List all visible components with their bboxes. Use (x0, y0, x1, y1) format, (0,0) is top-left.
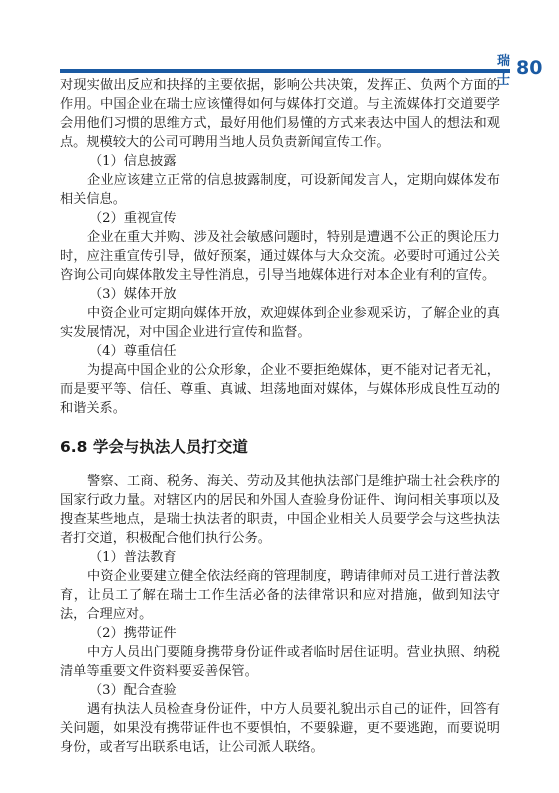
subheading-cooperate-inspection: （3）配合查验 (89, 683, 177, 698)
subheading-carry-documents: （2）携带证件 (89, 626, 177, 641)
paragraph-media-openness: 中资企业可定期向媒体开放，欢迎媒体到企业参观采访，了解企业的真实发展情况，对中国企业进行宣传和监督。 (60, 306, 500, 340)
page-body (60, 76, 500, 757)
running-header-title: 瑞 士 (496, 54, 514, 88)
page-number: 80 (516, 57, 543, 79)
intro-paragraph: 对现实做出反应和抉择的主要依据，影响公共决策，发挥正、负两个方面的作用。中国企业在瑞士应该懂得如何与媒体打交道。与主流媒体打交道要学会用他们习惯的思维方式，最好用他们易懂的方式来表达中国人的想法和观点。规模较大的公司可聘用当地人员负责新闻宣传工作。 (60, 78, 500, 150)
subheading-media-openness: （3）媒体开放 (89, 287, 177, 302)
subheading-publicity: （2）重视宣传 (89, 211, 177, 226)
paragraph-publicity: 企业在重大并购、涉及社会敏感问题时，特别是遭遇不公正的舆论压力时，应注重宣传引导，做好预案，通过媒体与大众交流。必要时可通过公关咨询公司向媒体散发主导性消息，引导当地媒体进行对本企业有利的宣传。 (60, 230, 500, 283)
paragraph-info-disclosure: 企业应该建立正常的信息披露制度，可设新闻发言人，定期向媒体发布相关信息。 (60, 173, 500, 207)
paragraph-legal-education: 中资企业要建立健全依法经商的管理制度，聘请律师对员工进行普法教育，让员工了解在瑞士工作生活必备的法律常识和应对措施，做到知法守法，合理应对。 (60, 569, 500, 622)
subheading-legal-education: （1）普法教育 (89, 550, 177, 565)
header-rule (60, 69, 510, 73)
subheading-respect-trust: （4）尊重信任 (89, 344, 177, 359)
paragraph-carry-documents: 中方人员出门要随身携带身份证件或者临时居住证明。营业执照、纳税清单等重要文件资料要妥善保管。 (60, 645, 500, 679)
section-intro-paragraph: 警察、工商、税务、海关、劳动及其他执法部门是维护瑞士社会秩序的国家行政力量。对辖区内的居民和外国人查验身份证件、询问相关事项以及搜查某些地点，是瑞士执法者的职责，中国企业相关人员要学会与这些执法者打交道，积极配合他们执行公务。 (60, 474, 500, 546)
subheading-info-disclosure: （1）信息披露 (89, 154, 177, 169)
paragraph-respect-trust: 为提高中国企业的公众形象，企业不要拒绝媒体，更不能对记者无礼，而是要平等、信任、尊重、真诚、坦荡地面对媒体，与媒体形成良性互动的和谐关系。 (60, 363, 500, 416)
section-heading: 6.8 学会与执法人员打交道 (60, 438, 248, 456)
paragraph-cooperate-inspection: 遇有执法人员检查身份证件，中方人员要礼貌出示自己的证件，回答有关问题，如果没有携带证件也不要惧怕，不要躲避，更不要逃跑，而要说明身份，或者写出联系电话，让公司派人联络。 (60, 702, 500, 755)
